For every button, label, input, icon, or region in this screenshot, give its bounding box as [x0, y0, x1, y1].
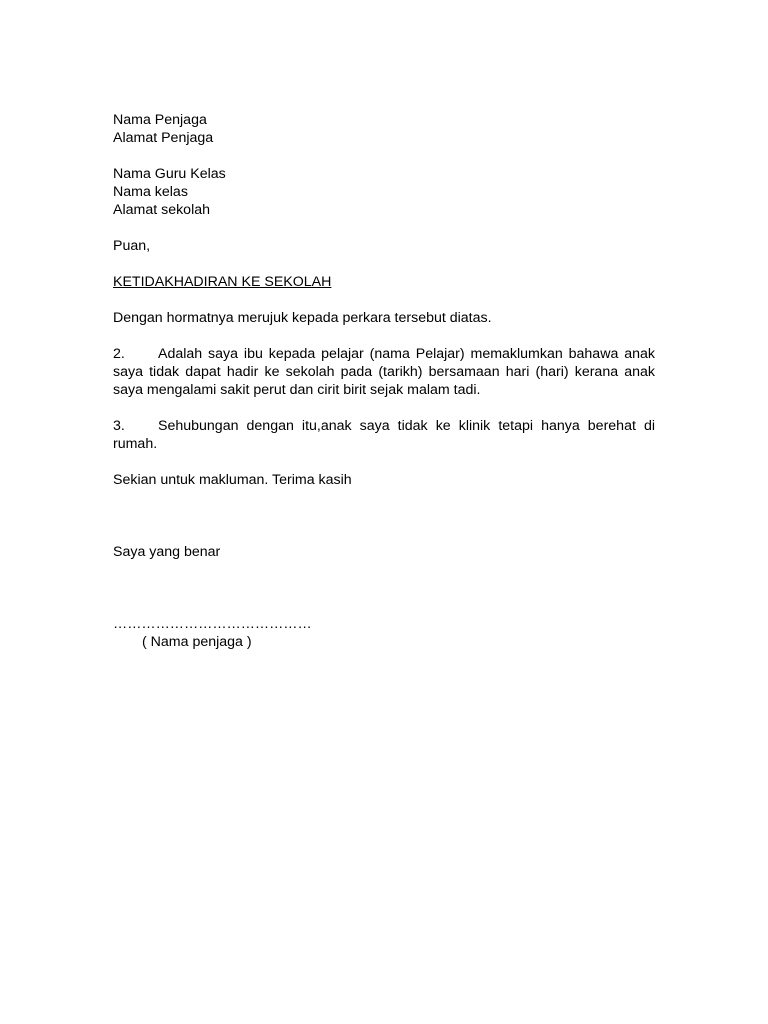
paragraph-text: Adalah saya ibu kepada pelajar (nama Pelajar) memaklumkan bahawa anak saya tidak dapat hadir ke sekolah pada (tarikh) bersamaan hari (hari) kerana anak saya mengalami sakit perut dan cirit birit sejak malam tadi.: [113, 346, 655, 398]
sender-address: Alamat Penjaga: [113, 130, 214, 146]
signature-name: ( Nama penjaga ): [142, 634, 252, 650]
salutation: Puan,: [113, 238, 151, 254]
spacer: [113, 399, 655, 417]
spacer: [113, 561, 655, 615]
spacer: [113, 291, 655, 309]
spacer: [113, 219, 655, 237]
spacer: [113, 147, 655, 165]
letter-body: [113, 111, 655, 651]
spacer: [113, 453, 655, 471]
recipient-class: Nama kelas: [113, 184, 188, 200]
paragraph-2: [113, 345, 655, 399]
paragraph-3: [113, 417, 655, 453]
sender-name: Nama Penjaga: [113, 112, 207, 128]
paragraph-number: 3.: [113, 418, 125, 434]
spacer: [113, 489, 655, 543]
signoff-text: Saya yang benar: [113, 544, 221, 560]
recipient-school-address: Alamat sekolah: [113, 202, 210, 218]
closing-text: Sekian untuk makluman. Terima kasih: [113, 472, 352, 488]
signature-line: ……………………………………: [113, 616, 312, 632]
intro-paragraph: Dengan hormatnya merujuk kepada perkara tersebut diatas.: [113, 310, 492, 326]
spacer: [113, 255, 655, 273]
paragraph-number: 2.: [113, 346, 125, 362]
recipient-teacher: Nama Guru Kelas: [113, 166, 226, 182]
letter-subject: KETIDAKHADIRAN KE SEKOLAH: [113, 274, 332, 290]
paragraph-text: Sehubungan dengan itu,anak saya tidak ke klinik tetapi hanya berehat di rumah.: [113, 418, 655, 452]
spacer: [113, 327, 655, 345]
